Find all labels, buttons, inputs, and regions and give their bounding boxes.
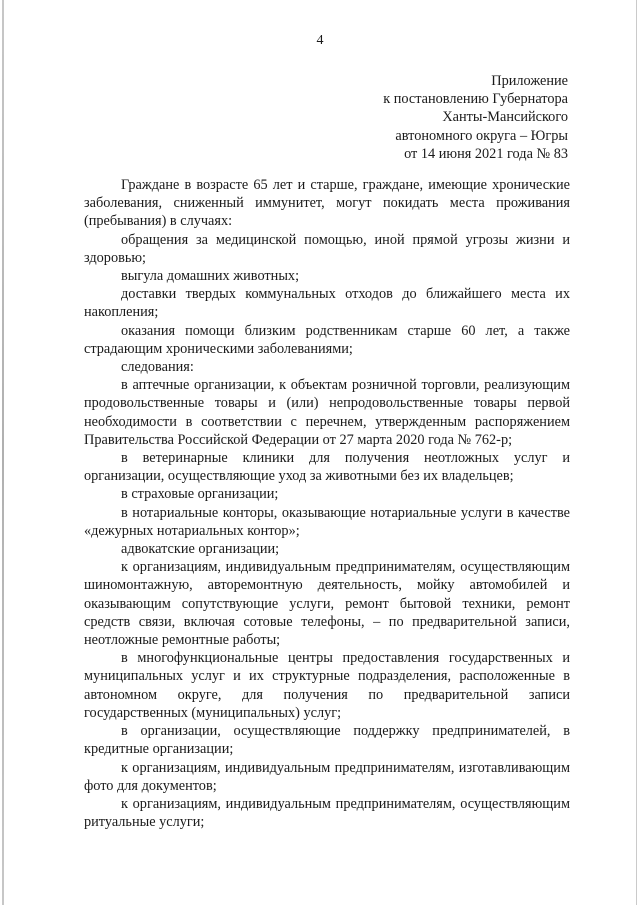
paragraph: в страховые организации; [121,486,279,503]
paragraph: к организациям, индивидуальным предпринимателям, осуществляющим шиномонтажную, авторемонтную деятельность, мойку автомобилей и оказывающим сопутствующие услуги, ремонт бытовой техники, ремонт средств связи, включая сотовые телефоны, – по предварительной записи, неотложные ремонтные работы; [84,559,570,649]
paragraph: в аптечные организации, к объектам розничной торговли, реализующим продовольственные товары и (или) непродовольственные товары первой необходимости в соответствии с перечнем, утвержденным распоряжением Правительства Российской Федерации от 27 марта 2020 года № 762-р; [84,377,570,448]
paragraph: в многофункциональные центры предоставления государственных и муниципальных услуг и их структурные подразделения, расположенные в автономном округе, для получения по предварительной записи государственных (муниципальных) услуг; [84,650,570,721]
scan-edge-right [636,0,637,905]
paragraph: к организациям, индивидуальным предпринимателям, изготавливающим фото для документов; [84,759,570,794]
page-number: 4 [316,33,324,48]
paragraph: доставки твердых коммунальных отходов до ближайшего места их накопления; [84,286,570,321]
appendix-line: к постановлению Губернатора [383,91,568,108]
appendix-line: Приложение [491,73,568,89]
paragraph: Граждане в возрасте 65 лет и старше, граждане, имеющие хронические заболевания, сниженный иммунитет, могут покидать места проживания (пребывания) в случаях: [84,177,570,230]
paragraph: адвокатские организации; [121,541,280,558]
paragraph: в ветеринарные клиники для получения неотложных услуг и организации, осуществляющие уход за животными без их владельцев; [84,450,570,485]
appendix-line: Ханты-Мансийского [442,109,568,126]
document-body [84,176,570,831]
paragraph: оказания помощи близким родственникам старше 60 лет, а также страдающим хроническими заболеваниями; [84,322,570,357]
paragraph: обращения за медицинской помощью, иной прямой угрозы жизни и здоровью; [84,231,570,266]
paragraph: выгула домашних животных; [121,268,300,285]
paragraph: в нотариальные конторы, оказывающие нотариальные услуги в качестве «дежурных нотариальных контор»; [84,504,570,539]
appendix-line: автономного округа – Югры [395,127,568,144]
appendix-line: от 14 июня 2021 года № 83 [404,145,568,162]
paragraph: к организациям, индивидуальным предпринимателям, осуществляющим ритуальные услуги; [84,795,570,831]
appendix-block [383,72,568,163]
paragraph: в организации, осуществляющие поддержку предпринимателей, в кредитные организации; [84,723,570,758]
paragraph: следования: [121,359,194,376]
scan-edge-left [2,0,4,905]
